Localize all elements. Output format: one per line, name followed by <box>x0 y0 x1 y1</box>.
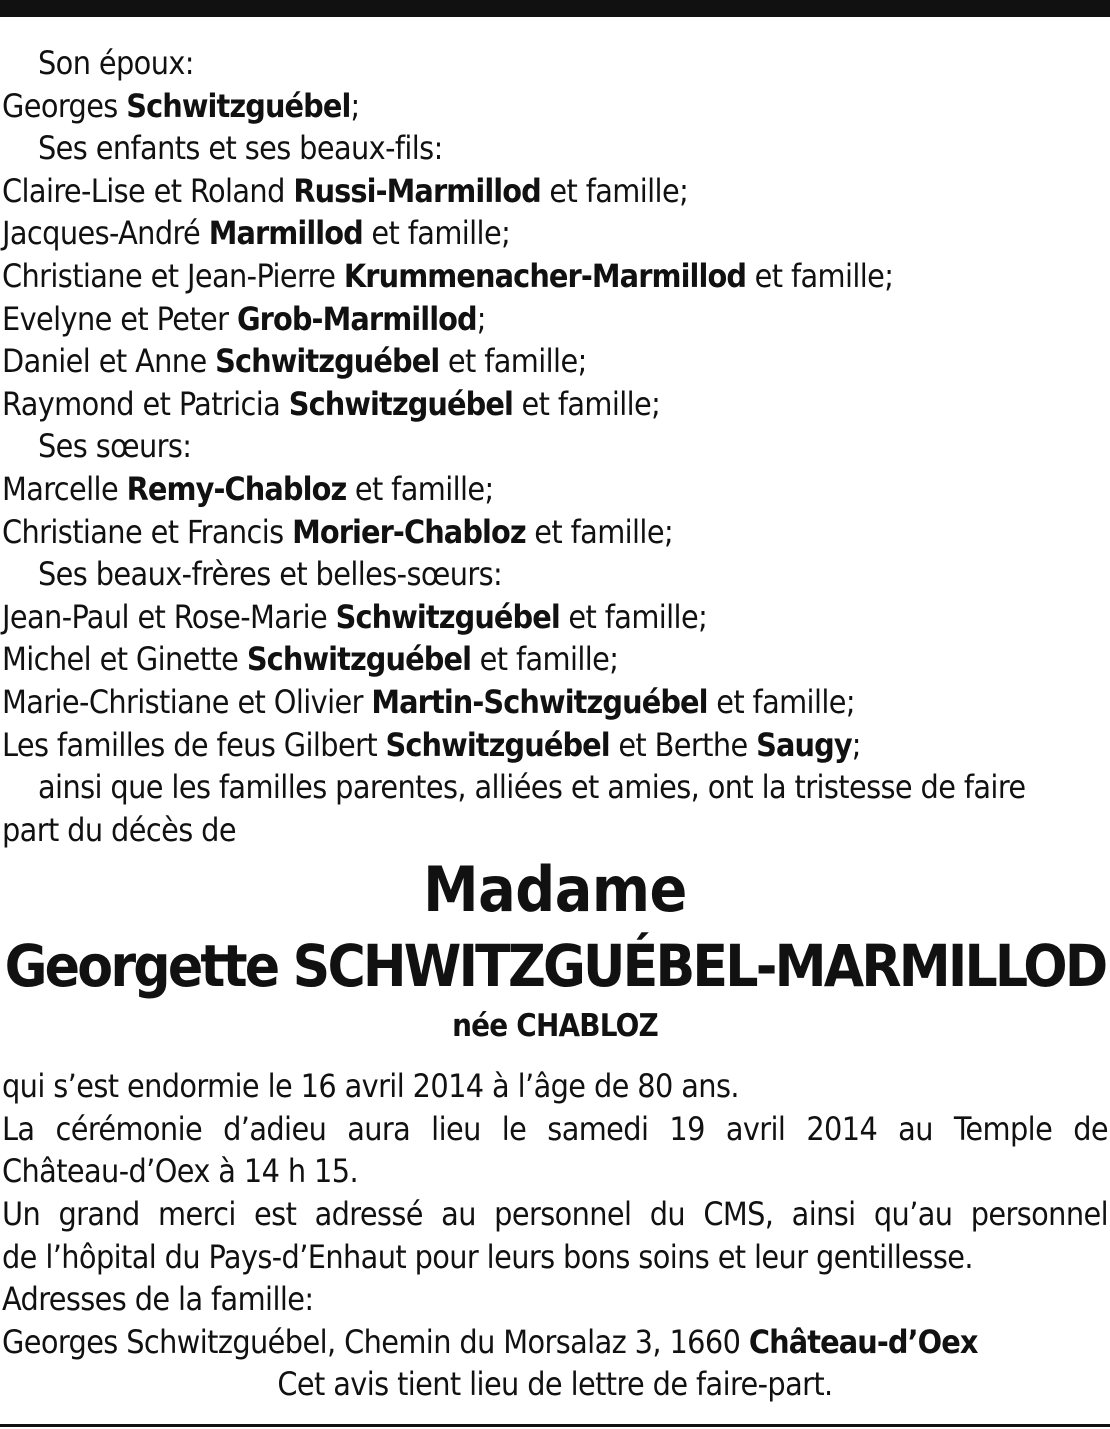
passing-date-line: qui s’est endormie le 16 avril 2014 à l’âge de 80 ans. <box>2 1067 739 1106</box>
given-names: Christiane et Francis <box>2 512 284 551</box>
address-heading: Adresses de la famille: <box>2 1280 314 1319</box>
spouse-line <box>2 85 1108 128</box>
surname: Schwitzguébel <box>335 597 560 636</box>
maiden-name: née CHABLOZ <box>452 1008 658 1045</box>
bottom-rule <box>0 1424 1110 1427</box>
closing-line: part du décès de <box>2 810 236 849</box>
children-line <box>2 212 1108 255</box>
inlaws-line <box>2 596 1108 639</box>
late-families-mid: et Berthe <box>618 725 748 764</box>
sisters-line <box>2 468 1108 511</box>
surname: Martin-Schwitzguébel <box>371 682 708 721</box>
spouse-heading: Son époux: <box>38 44 194 82</box>
suffix: et famille; <box>447 342 587 381</box>
suffix: et famille; <box>534 512 674 551</box>
inlaws-heading: Ses beaux-frères et belles-sœurs: <box>38 555 503 594</box>
address-place: Château-d’Oex <box>748 1322 978 1361</box>
given-names: Daniel et Anne <box>2 342 207 381</box>
surname: Remy-Chabloz <box>126 469 347 508</box>
children-line <box>2 170 1108 213</box>
given-names: Evelyne et Peter <box>2 299 229 338</box>
suffix: et famille; <box>549 171 689 210</box>
surname: Schwitzguébel <box>126 86 351 125</box>
suffix: ; <box>476 299 486 338</box>
surname: Marmillod <box>208 214 363 253</box>
suffix: et famille; <box>479 640 619 679</box>
given-names: Christiane et Jean-Pierre <box>2 256 336 295</box>
given-names: Jacques-André <box>2 214 201 253</box>
surname: Schwitzguébel <box>385 725 610 764</box>
children-line <box>2 383 1108 426</box>
sisters-heading: Ses sœurs: <box>38 427 192 466</box>
suffix: et famille; <box>354 469 494 508</box>
given-names: Marcelle <box>2 469 119 508</box>
surname: Grob-Marmillod <box>236 299 477 338</box>
children-line <box>2 255 1108 298</box>
children-line <box>2 298 1108 341</box>
sisters-line <box>2 511 1108 554</box>
given-names: Jean-Paul et Rose-Marie <box>2 597 328 636</box>
late-families-prefix: Les familles de feus Gilbert <box>2 725 377 764</box>
deceased-name-block <box>2 853 1108 1045</box>
surname: Schwitzguébel <box>215 342 440 381</box>
given-names: Marie-Christiane et Olivier <box>2 682 363 721</box>
surname: Russi-Marmillod <box>293 171 541 210</box>
suffix: et famille; <box>568 597 708 636</box>
address-text: Georges Schwitzguébel, Chemin du Morsalaz 3, 1660 <box>2 1322 741 1361</box>
suffix: et famille; <box>754 256 894 295</box>
surname: Krummenacher-Marmillod <box>343 256 747 295</box>
ceremony-line: La cérémonie d’adieu aura lieu le samedi 19 avril 2014 au Temple de <box>2 1109 1108 1148</box>
surname: Saugy <box>756 725 852 764</box>
suffix: et famille; <box>521 384 661 423</box>
surname: Morier-Chabloz <box>292 512 526 551</box>
given-names: Georges <box>2 86 118 125</box>
suffix: ; <box>851 725 861 764</box>
inlaws-line <box>2 638 1108 681</box>
inlaws-line <box>2 681 1108 724</box>
closing-line: ainsi que les familles parentes, alliées et amies, ont la tristesse de faire <box>38 768 1026 807</box>
top-rule <box>0 0 1110 17</box>
given-names: Claire-Lise et Roland <box>2 171 285 210</box>
deceased-title: Madame <box>423 853 687 927</box>
suffix: ; <box>350 86 360 125</box>
thanks-line: Un grand merci est adressé au personnel du CMS, ainsi qu’au personnel <box>2 1195 1108 1234</box>
given-names: Raymond et Patricia <box>2 384 281 423</box>
ceremony-time-line: Château-d’Oex à 14 h 15. <box>2 1152 358 1191</box>
details-section <box>2 1065 1108 1406</box>
deceased-name: Georgette SCHWITZGUÉBEL-MARMILLOD <box>4 932 1106 1001</box>
late-families-line <box>2 724 1108 767</box>
children-heading: Ses enfants et ses beaux-fils: <box>38 129 443 168</box>
suffix: et famille; <box>716 682 855 721</box>
suffix: et famille; <box>371 214 511 253</box>
surname: Schwitzguébel <box>288 384 513 423</box>
thanks-line: de l’hôpital du Pays-d’Enhaut pour leurs bons soins et leur gentillesse. <box>2 1237 973 1276</box>
surname: Schwitzguébel <box>246 640 472 679</box>
address-line <box>2 1321 1108 1364</box>
given-names: Michel et Ginette <box>2 640 239 679</box>
children-line <box>2 340 1108 383</box>
footer-note: Cet avis tient lieu de lettre de faire-part. <box>277 1365 833 1404</box>
obituary-notice <box>2 42 1108 1406</box>
